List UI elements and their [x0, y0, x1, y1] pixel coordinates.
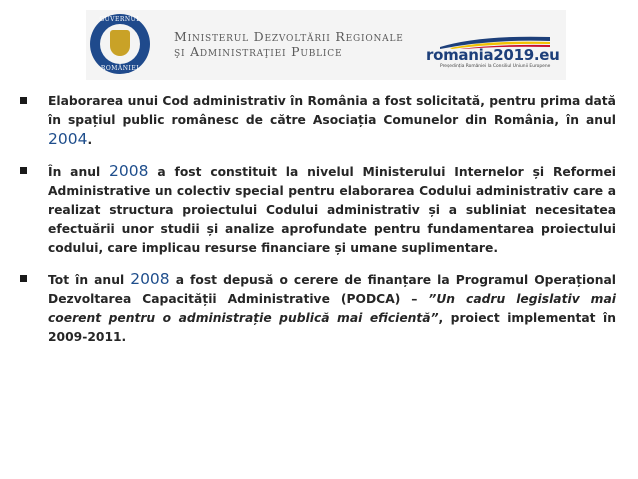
square-bullet-icon — [20, 275, 27, 282]
square-bullet-icon — [20, 167, 27, 174]
bullet-text: Elaborarea unui Cod administrativ în România a fost solicitată, pentru prima dată în spațiul public românesc de către Asociația Comunelor din România, în anul 2004. — [48, 94, 616, 148]
header-banner — [86, 10, 566, 80]
romania2019-logo — [426, 35, 561, 75]
list-item — [20, 92, 616, 150]
project-title-quote: ”Un cadru legislativ mai coerent pentru o administrație publică mai eficientă” — [48, 292, 616, 325]
ministry-title — [174, 29, 404, 59]
ministry-title-line1: Ministerul Dezvoltării Regionale — [174, 29, 404, 44]
square-bullet-icon — [20, 97, 27, 104]
year-highlight: 2004 — [48, 130, 88, 148]
crest-text-top: GUVERNUL — [99, 16, 141, 23]
romania2019-logo-text: romania2019.eu — [426, 46, 560, 64]
crest-text-bottom: ROMÂNIEI — [100, 65, 140, 72]
ministry-title-line2: şi Administraţiei Publice — [174, 44, 343, 59]
list-item — [20, 270, 616, 347]
bullet-text: În anul 2008 a fost constituit la nivelul Ministerului Internelor și Reformei Administrative un colectiv special pentru elaborarea Codului administrativ care a realizat structura proiectului Codului administrativ și a subliniat necesitatea efectuării unor studii și analize aprofundate pentru fundamentarea proiectului codului, care implicau resurse financiare și umane suplimentare. — [48, 162, 616, 255]
list-item — [20, 162, 616, 258]
bullet-list — [20, 92, 616, 359]
government-crest-logo — [90, 14, 150, 74]
coat-of-arms-icon — [110, 30, 130, 56]
bullet-text: Tot în anul 2008 a fost depusă o cerere de finanțare la Programul Operațional Dezvoltarea Capacității Administrative (PODCA) – ”Un cadru legislativ mai coerent pentru o administrație publică mai eficientă”, proiect implementat în 2009-2011. — [48, 270, 616, 344]
romania2019-subtitle: Președinția României la Consiliul Uniunii Europene — [440, 64, 551, 69]
year-highlight: 2008 — [109, 162, 149, 180]
year-highlight: 2008 — [130, 270, 170, 288]
